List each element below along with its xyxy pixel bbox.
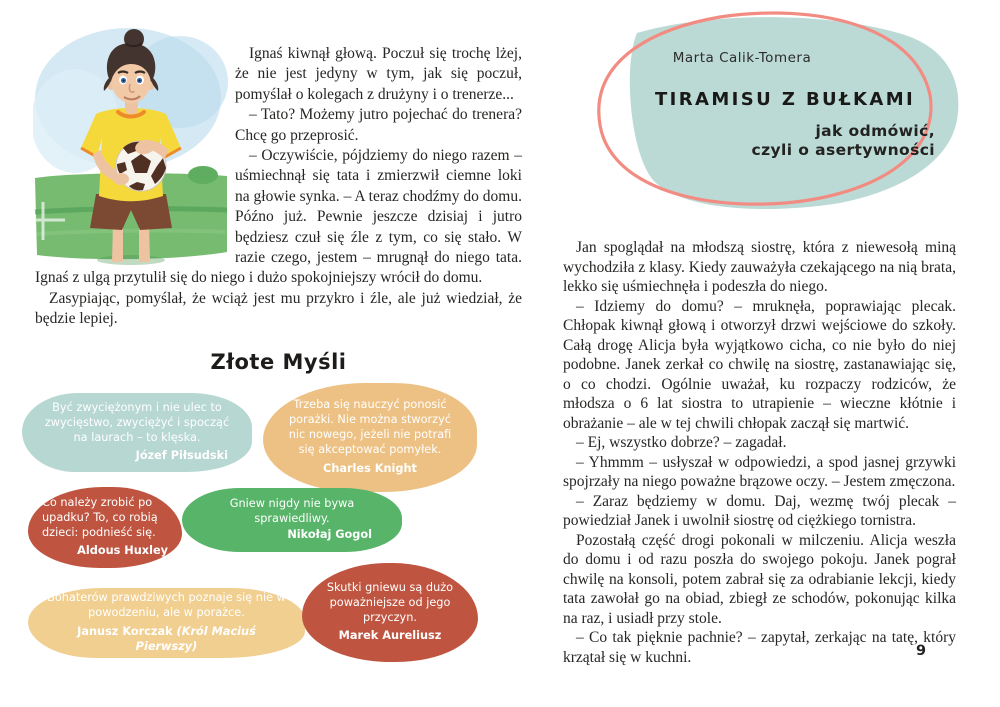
left-page-story xyxy=(35,44,522,330)
quote-author xyxy=(46,625,287,655)
quote-text: Co należy zrobić po upadku? To, co robią dzieci: podnieść się. xyxy=(42,495,158,539)
chapter-subtitle-line1: jak odmówić, xyxy=(815,122,935,140)
quote-bubble-huxley xyxy=(28,487,182,568)
quote-bubble-knight xyxy=(263,383,477,492)
quote-text: Bohaterów prawdziwych poznaje się nie w powodzeniu, ale w porażce. xyxy=(47,591,286,620)
quote-author-name: Janusz Korczak xyxy=(77,625,177,638)
story-paragraph: – Zaraz będziemy w domu. Daj, wezmę twój plecak – powiedział Janek i uwolnił siostrę od ciężkiego tornistra. xyxy=(563,492,956,529)
story-paragraph: Ignaś kiwnął głową. Poczuł się trochę lżej, że nie jest jedyny w tym, jak się poczuł, pomyślał o kolegach z drużyny i o trenerze... xyxy=(235,45,522,103)
story-paragraph: – Yhmmm – usłyszał w odpowiedzi, a spod jasnej grzywki spojrzały na niego poważne brązowe oczy. – Jestem zmęczona. xyxy=(563,453,956,490)
story-paragraph: Zasypiając, pomyślał, że wciąż jest mu przykro i źle, ale już wiedział, że będzie lepiej. xyxy=(35,289,522,328)
quote-author: Charles Knight xyxy=(323,461,417,475)
story-paragraph: – Tato? Możemy jutro pojechać do trenera? Chcę go przeprosić. xyxy=(235,106,522,144)
story-paragraph: Pozostałą część drogi pokonali w milczeniu. Alicja weszła do domu i od razu poszła do swojego pokoju. Janek pograł chwilę na konsoli, potem zabrał się za odrabianie lekcji, kiedy tata zawołał go na obiad, zbiegł ze schodów, pokonując kilka na raz, i usiadł przy stole. xyxy=(563,531,956,627)
quote-text: Skutki gniewu są dużo poważniejsze od jego przyczyn. xyxy=(326,580,454,624)
story-paragraph: – Idziemy do domu? – mruknęła, poprawiając plecak. Chłopak kiwnął głową i otworzył drzwi wejściowe do szkoły. Całą drogę Alicja była wyjątkowo cicha, co nie było do niej podobne. Janek zerkał co chwilę na siostrę, zastanawiając się, o co chodzi. Ogólnie uważał, ku rozpaczy rodziców, że młodsza o 6 lat siostra to utrapienie – wieczne kłótnie i obrażanie – ale w tej chwili chłopak zaczął się martwić. xyxy=(563,297,956,432)
story-paragraph: Jan spoglądał na młodszą siostrę, która z niewesołą miną wychodziła z klasy. Kiedy zauważyła czekającego na nią brata, lekko się uśmiechnęła i podeszła do niego. xyxy=(563,239,956,295)
quote-author: Aldous Huxley xyxy=(77,544,168,558)
quote-bubble-korczak xyxy=(28,588,305,658)
illustration-spacer xyxy=(35,44,235,262)
right-page-story xyxy=(563,238,956,667)
quote-author: Marek Aureliusz xyxy=(338,629,442,643)
quote-author-source: (Król Maciuś Pierwszy) xyxy=(135,625,256,653)
quote-bubble-aureliusz xyxy=(302,563,478,662)
chapter-header-graphic xyxy=(585,5,970,220)
story-paragraph: – Oczywiście, pójdziemy do niego razem – uśmiechnął się tata i zmierzwił ciemne loki na głowie synka. – A teraz chodźmy do domu. Późno już. Pewnie jeszcze dzisiaj i jutro będziesz czuł się źle z tym, co się stało. W razie czego, jestem – mrugnął do niego tata. Ignaś z ulgą przytulił się do niego i dużo spokojniejszy wrócił do domu. xyxy=(35,147,522,287)
quote-bubble-pilsudski xyxy=(22,393,252,472)
quote-bubble-gogol xyxy=(182,488,402,552)
page-number: 9 xyxy=(915,643,927,659)
chapter-subtitle xyxy=(655,122,935,159)
quote-text: Gniew nigdy nie bywa sprawiedliwy. xyxy=(229,496,355,525)
story-paragraph: – Co tak pięknie pachnie? – zapytał, zerkając na tatę, który krzątał się w kuchni. xyxy=(563,629,956,666)
chapter-author: Marta Calik-Tomera xyxy=(672,50,812,66)
section-title: Złote Myśli xyxy=(210,350,347,374)
quote-author: Józef Piłsudski xyxy=(135,449,228,463)
quote-author: Nikołaj Gogol xyxy=(287,528,372,542)
chapter-title: TIRAMISU Z BUŁKAMI xyxy=(655,89,916,110)
story-paragraph: – Ej, wszystko dobrze? – zagadał. xyxy=(576,434,787,451)
quote-text: Trzeba się nauczyć ponosić porażki. Nie można stworzyć nic nowego, jeżeli nie potrafi się akceptować pomyłek. xyxy=(288,398,452,456)
teal-blob xyxy=(630,17,959,209)
chapter-subtitle-line2: czyli o asertywności xyxy=(751,140,935,159)
quote-text: Być zwyciężonym i nie ulec to zwycięstwo, zwyciężyć i spocząć na laurach – to klęska. xyxy=(44,400,230,444)
